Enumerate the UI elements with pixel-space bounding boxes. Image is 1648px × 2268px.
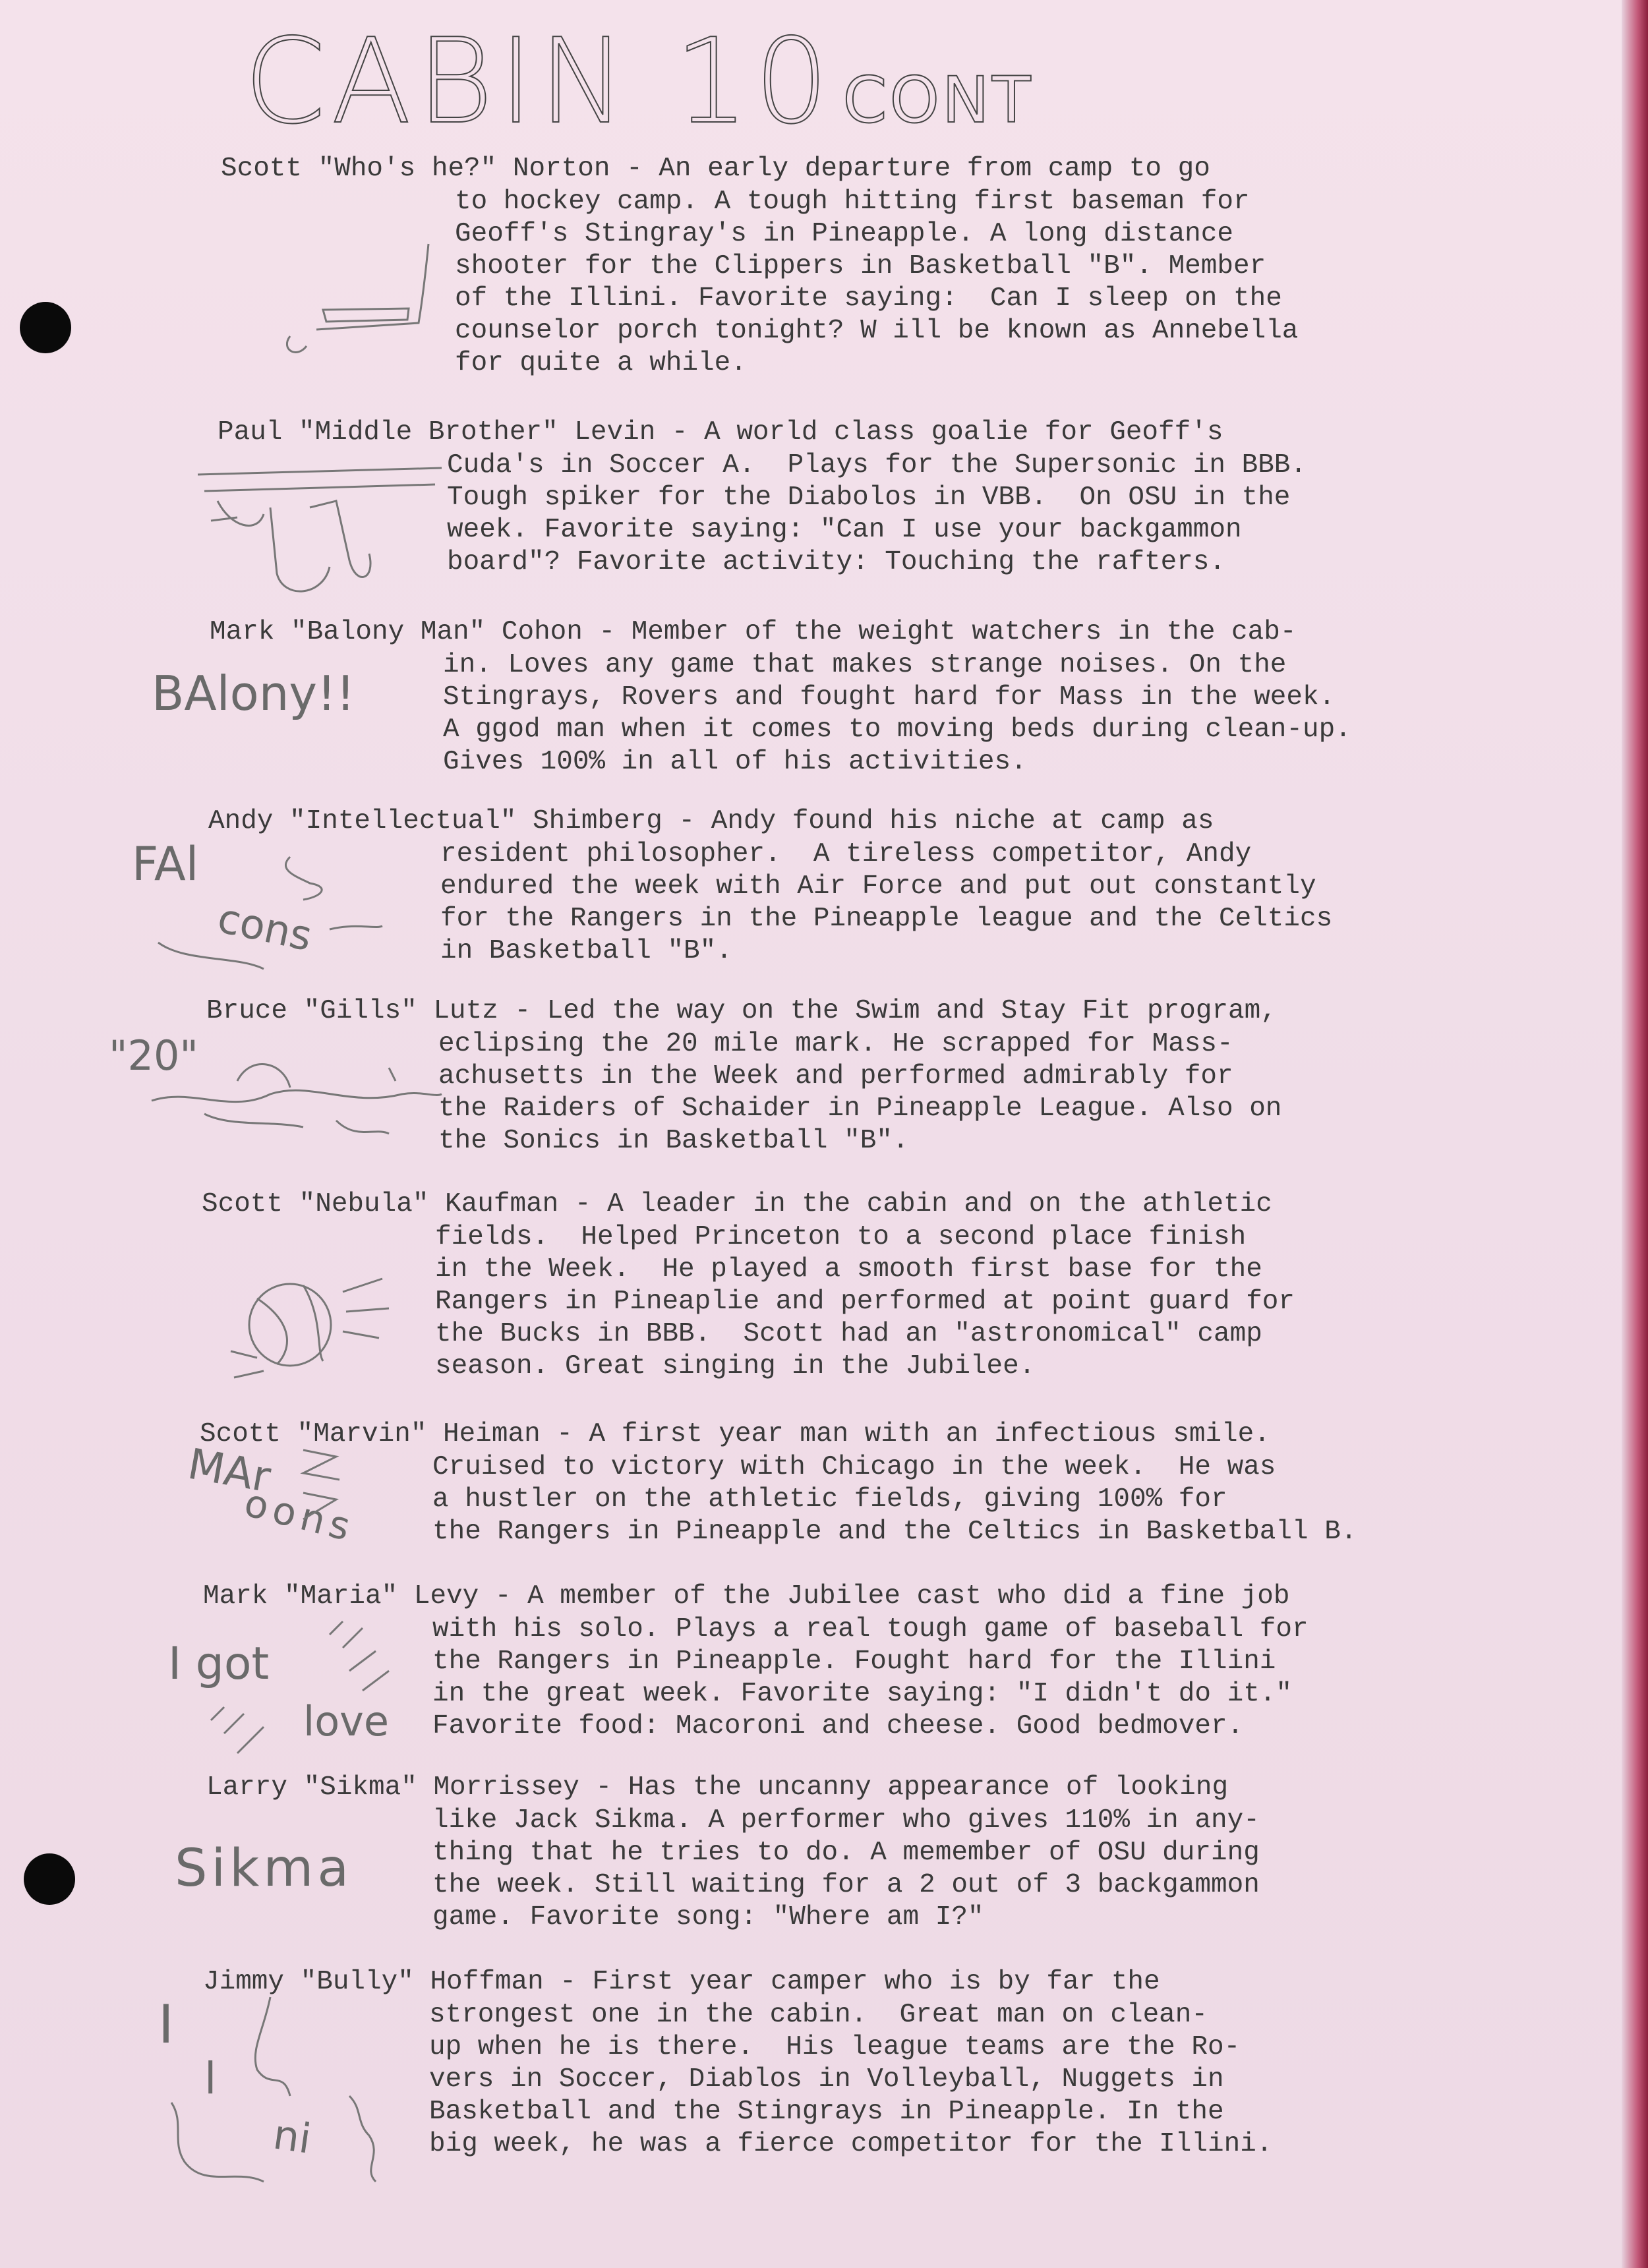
entry-line: up when he is there. His league teams are the Ro- [429,2032,1241,2062]
entry-line: Cuda's in Soccer A. Plays for the Supersonic in BBB. [447,450,1307,480]
entry-heading: Paul "Middle Brother" Levin - A world class goalie for Geoff's [218,417,1223,448]
entry-line: to hockey camp. A tough hitting first baseman for [455,187,1250,217]
entry-heading: Mark "Maria" Levy - A member of the Jubilee cast who did a fine job [203,1581,1290,1612]
entry-line: in the Week. He played a smooth first base for the [435,1254,1262,1285]
entry-line: the Sonics in Basketball "B". [438,1126,909,1156]
entry-line: endured the week with Air Force and put out constantly [440,871,1316,902]
entry-line: for quite a while. [455,348,747,378]
entry-line: Favorite food: Macoroni and cheese. Good bedmover. [432,1711,1244,1741]
entry-line: counselor porch tonight? W ill be known as Annebella [455,316,1299,346]
entry-line: of the Illini. Favorite saying: Can I sleep on the [455,283,1282,314]
entry-line: Stingrays, Rovers and fought hard for Mass in the week. [443,682,1336,712]
entry-line: achusetts in the Week and performed admirably for [438,1061,1233,1091]
entry-line: eclipsing the 20 mile mark. He scrapped for Mass- [438,1029,1233,1059]
page-title [244,13,1033,150]
entry-line: A ggod man when it comes to moving beds during clean-up. [443,714,1351,745]
goalie-sketch [191,455,455,606]
entry-line: vers in Soccer, Diablos in Volleyball, Nuggets in [429,2064,1224,2095]
punch-hole-bottom [24,1853,75,1905]
entry-line: Tough spiker for the Diabolos in VBB. On OSU in the [447,482,1291,513]
illini-squiggles [132,1991,389,2201]
entry-line: the week. Still waiting for a 2 out of 3 backgammon [432,1870,1260,1900]
entry-heading: Jimmy "Bully" Hoffman - First year camper who is by far the [203,1967,1160,1997]
doodle-twenty: "20" [109,1032,198,1080]
entry-line: shooter for the Clippers in Basketball "B". Member [455,251,1266,281]
punch-hole-top [20,302,71,353]
entry-heading: Scott "Who's he?" Norton - An early departure from camp to go [221,154,1210,184]
entry-line: Cruised to victory with Chicago in the week. He was [432,1452,1276,1482]
entry-line: with his solo. Plays a real tough game of baseball for [432,1614,1309,1644]
falcons-squiggle [132,850,396,982]
entry-line: strongest one in the cabin. Great man on clean- [429,2000,1208,2030]
igot-rays [198,1621,415,1766]
entry-line: week. Favorite saying: "Can I use your backgammon [447,515,1242,545]
entry-line: in the great week. Favorite saying: "I didn't do it." [432,1679,1293,1709]
entry-line: the Raiders of Schaider in Pineapple League. Also on [438,1093,1282,1124]
entry-line: resident philosopher. A tireless competitor, Andy [440,839,1252,869]
doodle-falcons-2: cons [213,893,316,961]
entry-line: thing that he tries to do. A memember of OSU during [432,1838,1260,1868]
entry-line: Geoff's Stingray's in Pineapple. A long distance [455,219,1233,249]
doodle-maroons-1: MAr [184,1439,274,1503]
paper-edge [1622,0,1648,2268]
doodle-illini-1: I [158,1994,174,2055]
entry-heading: Scott "Marvin" Heiman - A first year man with an infectious smile. [200,1419,1270,1449]
entry-heading: Larry "Sikma" Morrissey - Has the uncanny appearance of looking [206,1772,1229,1803]
maroons-squiggle [290,1443,356,1542]
doodle-falcons-1: FAl [132,837,199,891]
entry-line: big week, he was a fierce competitor for the Illini. [429,2129,1273,2159]
entry-line: Basketball and the Stingrays in Pineapple. In the [429,2097,1224,2127]
entry-line: a hustler on the athletic fields, giving 100% for [432,1484,1227,1515]
entry-line: fields. Helped Princeton to a second place finish [435,1222,1247,1252]
doodle-balony: BAlony!! [152,666,355,721]
entry-line: in. Loves any game that makes strange noises. On the [443,650,1287,680]
entry-line: for the Rangers in the Pineapple league and the Celtics [440,904,1333,934]
entry-line: the Bucks in BBB. Scott had an "astronomical" camp [435,1319,1262,1349]
entry-line: Gives 100% in all of his activities. [443,747,1027,777]
entry-heading: Mark "Balony Man" Cohon - Member of the weight watchers in the cab- [210,617,1297,647]
entry-line: in Basketball "B". [440,936,732,966]
doodle-sikma: Sikma [175,1839,353,1898]
doodle-igot-2: love [303,1697,389,1745]
entry-heading: Andy "Intellectual" Shimberg - Andy found his niche at camp as [208,806,1214,836]
title-main: CABIN 10 [244,13,835,150]
entry-line: like Jack Sikma. A performer who gives 110% in any- [432,1805,1260,1836]
entry-line: season. Great singing in the Jubilee. [435,1351,1036,1381]
entry-heading: Bruce "Gills" Lutz - Led the way on the Swim and Stay Fit program, [206,996,1277,1026]
hockey-stick-sketch [277,237,448,369]
swimmer-sketch [138,1041,448,1153]
title-suffix: CONT [842,63,1034,137]
entry-line: board"? Favorite activity: Touching the rafters. [447,547,1225,577]
basketball-sketch [218,1252,402,1404]
doodle-illini-3: ni [270,2110,314,2163]
entry-line: the Rangers in Pineapple. Fought hard for the Illini [432,1646,1276,1677]
entry-line: Rangers in Pineaplie and performed at point guard for [435,1287,1295,1317]
entry-line: the Rangers in Pineapple and the Celtics in Basketball B. [432,1517,1357,1547]
doodle-maroons-2: oons [240,1480,360,1551]
doodle-illini-2: l [204,2053,217,2104]
entry-heading: Scott "Nebula" Kaufman - A leader in the cabin and on the athletic [202,1189,1272,1219]
doodle-igot-1: I got [168,1638,270,1690]
entry-line: game. Favorite song: "Where am I?" [432,1902,984,1933]
